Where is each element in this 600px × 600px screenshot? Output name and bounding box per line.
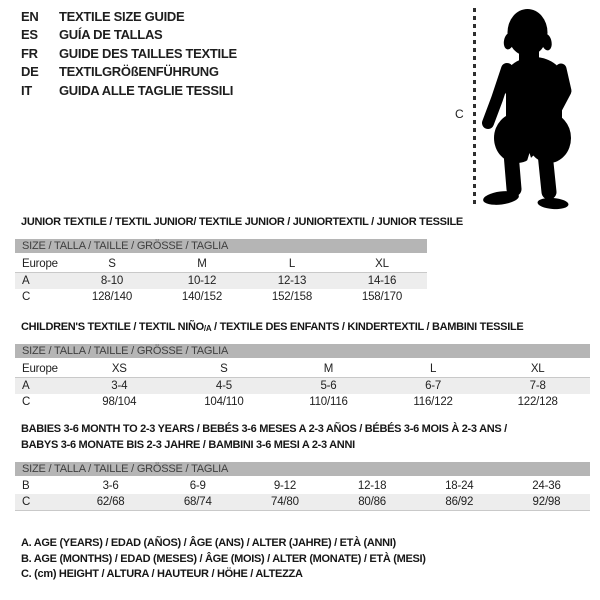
table-row-europe <box>15 360 590 378</box>
height-cell: 116/122 <box>413 396 453 408</box>
language-code: DE <box>21 64 39 80</box>
row-label: C <box>22 496 31 508</box>
legend-row-es <box>21 26 237 45</box>
height-cell: 158/170 <box>361 291 403 303</box>
size-cell: S <box>220 362 228 375</box>
row-label: C <box>22 396 31 408</box>
height-measure-label: C <box>455 107 464 121</box>
row-label: Europe <box>22 362 58 375</box>
language-code: FR <box>21 45 38 61</box>
footnote-height-cm: C. (cm) HEIGHT / ALTURA / HAUTEUR / HÖHE / ALTEZZA <box>21 568 303 580</box>
size-cell: M <box>197 257 207 270</box>
children-title-prefix: CHILDREN'S TEXTILE / TEXTIL NIÑO <box>21 321 204 333</box>
children-title-suffix: / TEXTILE DES ENFANTS / KINDERTEXTIL / BAMBINI TESSILE <box>211 321 524 333</box>
height-cell: 128/140 <box>91 291 133 303</box>
babies-size-table <box>15 462 590 511</box>
age-cell: 18-24 <box>445 480 474 492</box>
height-cell: 92/98 <box>532 496 561 508</box>
language-legend <box>21 7 237 100</box>
height-cell: 104/110 <box>204 396 244 408</box>
age-cell: 6-9 <box>189 480 206 492</box>
junior-size-table <box>15 239 427 305</box>
age-cell: 6-7 <box>425 380 442 392</box>
age-cell: 9-12 <box>273 480 297 492</box>
age-cell: 3-6 <box>102 480 119 492</box>
age-cell: 8-10 <box>100 275 124 287</box>
age-cell: 7-8 <box>529 380 546 392</box>
height-cell: 122/128 <box>517 396 558 408</box>
height-cell: 74/80 <box>271 496 299 508</box>
size-cell: XL <box>530 362 545 375</box>
guide-title-es: GUÍA DE TALLAS <box>59 27 163 43</box>
size-cell: L <box>288 257 296 270</box>
guide-title-en: TEXTILE SIZE GUIDE <box>59 8 185 24</box>
age-cell: 3-4 <box>111 380 128 392</box>
legend-row-it <box>21 81 237 100</box>
children-section-title <box>21 321 523 333</box>
row-label: A <box>22 275 30 287</box>
age-cell: 12-18 <box>357 480 387 492</box>
junior-section-title: JUNIOR TEXTILE / TEXTIL JUNIOR/ TEXTILE JUNIOR / JUNIORTEXTIL / JUNIOR TESSILE <box>21 216 463 228</box>
table-row-height <box>15 394 590 410</box>
row-label: B <box>22 480 30 492</box>
size-cell: XS <box>111 362 127 375</box>
babies-section-title-line1: BABIES 3-6 MONTH TO 2-3 YEARS / BEBÉS 3-6 MESES A 2-3 AÑOS / BÉBÉS 3-6 MOIS À 2-3 ANS / <box>21 423 507 435</box>
language-code: IT <box>21 82 32 98</box>
size-cell: M <box>323 362 334 375</box>
language-code: EN <box>21 8 39 24</box>
height-cell: 68/74 <box>183 496 212 508</box>
legend-row-en <box>21 7 237 26</box>
height-measure-dashed-line <box>473 8 476 207</box>
age-cell: 10-12 <box>187 275 217 287</box>
height-cell: 86/92 <box>445 496 474 508</box>
size-header-bar: SIZE / TALLA / TAILLE / GRÖSSE / TAGLIA <box>15 344 590 358</box>
table-row-age <box>15 273 427 289</box>
children-title-sub: /A <box>203 324 212 333</box>
children-size-table <box>15 344 590 410</box>
footnote-age-months: B. AGE (MONTHS) / EDAD (MESES) / ÂGE (MOIS) / ALTER (MONATE) / ETÀ (MESI) <box>21 552 426 565</box>
row-label: C <box>22 291 31 303</box>
age-cell: 4-5 <box>215 380 232 392</box>
age-cell: 14-16 <box>367 275 397 287</box>
height-cell: 98/104 <box>102 396 137 408</box>
guide-title-fr: GUIDE DES TAILLES TEXTILE <box>59 45 237 61</box>
table-row-height <box>15 494 590 511</box>
language-code: ES <box>21 27 38 43</box>
row-label: A <box>22 380 30 392</box>
babies-section-title-line2: BABYS 3-6 MONATE BIS 2-3 JAHRE / BAMBINI 3-6 MESI A 2-3 ANNI <box>21 438 355 451</box>
height-cell: 152/158 <box>271 291 313 303</box>
size-header-bar: SIZE / TALLA / TAILLE / GRÖSSE / TAGLIA <box>15 462 590 476</box>
guide-title-de: TEXTILGRÖßENFÜHRUNG <box>59 64 219 80</box>
size-cell: L <box>429 362 437 375</box>
table-row-europe <box>15 255 427 273</box>
size-cell: XL <box>375 257 389 270</box>
baby-silhouette-icon <box>479 5 599 213</box>
legend-row-de <box>21 63 237 82</box>
height-cell: 140/152 <box>181 291 223 303</box>
size-cell: S <box>108 257 116 270</box>
height-cell: 80/86 <box>358 496 386 508</box>
height-cell: 62/68 <box>96 496 125 508</box>
age-cell: 12-13 <box>277 275 307 287</box>
guide-title-it: GUIDA ALLE TAGLIE TESSILI <box>59 82 234 98</box>
age-cell: 5-6 <box>320 380 337 392</box>
legend-row-fr <box>21 44 237 63</box>
row-label: Europe <box>22 257 58 270</box>
footnote-age-years: A. AGE (YEARS) / EDAD (AÑOS) / ÂGE (ANS) / ALTER (JAHRE) / ETÀ (ANNI) <box>21 537 396 549</box>
height-cell: 110/116 <box>309 396 348 408</box>
table-row-height <box>15 289 427 305</box>
table-row-age <box>15 378 590 394</box>
legend-footnotes <box>21 537 426 584</box>
age-cell: 24-36 <box>532 480 561 492</box>
size-header-bar: SIZE / TALLA / TAILLE / GRÖSSE / TAGLIA <box>15 239 427 253</box>
table-row-age-months <box>15 478 590 494</box>
